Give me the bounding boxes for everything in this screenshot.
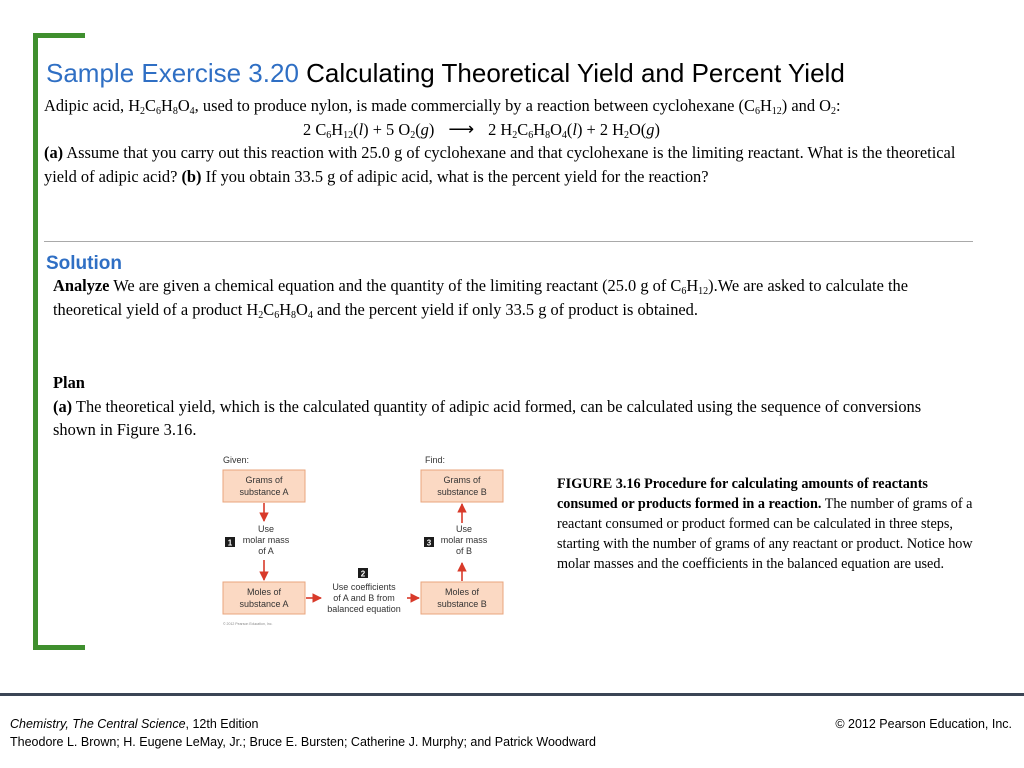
step-3-line2: molar mass (440, 535, 488, 545)
step-3-line3: of B (455, 546, 473, 556)
plan-paragraph (53, 395, 958, 442)
italic-text: g (420, 119, 429, 139)
text-run: O( (628, 119, 647, 139)
subscript: 8 (172, 106, 178, 117)
text-run: ) + 5 O (363, 119, 411, 139)
step-2-line3: balanced equation (327, 604, 401, 614)
box-moles-a-line1: Moles of (246, 587, 282, 597)
box-moles-b (421, 582, 503, 614)
subscript: 6 (528, 129, 534, 141)
given-label: Given: (223, 455, 250, 465)
subscript: 6 (274, 309, 280, 321)
step-2-number: 2 (360, 569, 366, 579)
plan-heading: Plan (53, 373, 85, 392)
subscript: 6 (326, 129, 332, 141)
problem-intro (44, 94, 989, 118)
italic-text: g (646, 119, 655, 139)
subscript: 2 (258, 309, 264, 321)
text-run: ) and O (781, 96, 831, 115)
flowchart-svg (220, 450, 510, 630)
bold-label: (a) (53, 396, 73, 416)
box-moles-a (223, 582, 305, 614)
step-2-line2: of A and B from (333, 593, 395, 603)
subscript: 2 (410, 129, 416, 141)
slide-title (46, 58, 845, 89)
title-exercise-number: Sample Exercise 3.20 (46, 58, 299, 88)
box-moles-b-line1: Moles of (444, 587, 480, 597)
box-grams-a (223, 470, 305, 502)
italic-text: l (358, 119, 364, 139)
footer-book-title: Chemistry, The Central Science (10, 717, 186, 731)
text-run: O (550, 119, 562, 139)
text-run: 2 C (303, 119, 327, 139)
equation-reactants (303, 120, 434, 139)
step-3-line1: Use (455, 524, 473, 534)
problem-question (44, 141, 989, 188)
text-run: We are given a chemical equation and the quantity of the limiting reactant (25.0 g of C (109, 276, 682, 295)
text-run: , used to produce nylon, is made commercially by a reaction between cyclohexane (C (194, 96, 755, 115)
text-run: Assume that you carry out this reaction with 25.0 g of cyclohexane and that cyclohexane is the limiting reactant. What is the theoretical yield of adipic acid? (44, 143, 956, 186)
text-run: and the percent yield if only 33.5 g of product is obtained. (312, 299, 698, 319)
bold-label: (b) (181, 166, 202, 186)
footer-book-line (10, 715, 596, 733)
subscript: 12 (698, 286, 709, 297)
title-text: Calculating Theoretical Yield and Percent Yield (306, 58, 845, 88)
footer-copyright: © 2012 Pearson Education, Inc. (835, 717, 1012, 731)
reaction-equation (44, 118, 989, 142)
footer-citation (10, 715, 596, 751)
subscript: 8 (291, 309, 297, 321)
analyze-paragraph (53, 274, 958, 321)
text-run: O (296, 299, 308, 319)
box-moles-a-line2: substance A (239, 599, 289, 609)
figure-caption (557, 474, 982, 574)
text-run: ( (353, 119, 359, 139)
footer-authors: Theodore L. Brown; H. Eugene LeMay, Jr.; Bruce E. Bursten; Catherine J. Murphy; and Patrick Woodward (10, 735, 596, 749)
box-moles-b-line2: substance B (437, 599, 487, 609)
subscript: 4 (189, 106, 195, 117)
box-grams-b-line1: Grams of (443, 475, 481, 485)
text-run: O (177, 96, 190, 115)
text-run: H (279, 299, 292, 319)
step-1-line3: of A (258, 546, 274, 556)
text-run: ( (415, 119, 421, 139)
caption-bold: FIGURE 3.16 Procedure for calculating amounts of reactants consumed or products formed in a reaction. (557, 476, 928, 512)
text-run: ) + 2 H (576, 119, 624, 139)
text-run: C (517, 119, 529, 139)
subscript: 2 (623, 129, 629, 141)
footer-edition: , 12th Edition (185, 717, 259, 731)
box-grams-b-line2: substance B (437, 487, 487, 497)
italic-text: l (572, 119, 577, 139)
equation-products (488, 120, 660, 139)
text-run: The theoretical yield, which is the calculated quantity of adipic acid formed, can be calculated using the sequence of conversions shown in Figure 3.16. (53, 396, 922, 440)
text-run: H (160, 96, 173, 115)
subscript: 2 (830, 106, 836, 117)
text-run: H (533, 119, 546, 139)
step-2-line1: Use coefficients (332, 582, 396, 592)
step-1-number: 1 (227, 538, 233, 548)
footer-divider (0, 693, 1024, 696)
figure-credit: © 2012 Pearson Education, Inc. (223, 622, 273, 626)
reaction-arrow-icon: ⟶ (448, 118, 475, 139)
text-run: 2 H (488, 119, 513, 139)
plan-section (53, 371, 958, 442)
text-run: H (686, 276, 699, 295)
text-run: Adipic acid, H (44, 96, 141, 115)
step-1-line2: molar mass (242, 535, 290, 545)
solution-heading: Solution (46, 253, 122, 274)
text-run: ).We are asked to calculate the theoretical yield of a product H (53, 276, 908, 319)
step-3-number: 3 (426, 538, 432, 548)
section-divider (44, 241, 973, 242)
subscript: 2 (512, 129, 518, 141)
subscript: 6 (681, 286, 687, 297)
subscript: 6 (754, 106, 760, 117)
text-run: C (263, 299, 275, 319)
text-run: H (759, 96, 772, 115)
subscript: 12 (771, 106, 782, 117)
box-grams-a-line1: Grams of (245, 475, 283, 485)
box-grams-a-line2: substance A (239, 487, 289, 497)
subscript: 4 (561, 129, 567, 141)
text-run: ) (428, 119, 435, 139)
text-run: ( (566, 119, 573, 139)
text-run: : (835, 96, 841, 115)
step-3 (424, 524, 488, 556)
text-run: ) (654, 119, 660, 139)
step-1-line1: Use (257, 524, 275, 534)
problem-statement (44, 94, 989, 188)
subscript: 4 (307, 309, 313, 321)
step-2 (327, 568, 401, 614)
text-run: C (145, 96, 156, 115)
subscript: 2 (140, 106, 146, 117)
figure-3-16-flowchart (220, 450, 510, 630)
text-run: H (331, 119, 344, 139)
subscript: 8 (545, 129, 551, 141)
step-1 (225, 524, 290, 556)
bold-label: (a) (44, 143, 64, 163)
box-grams-b (421, 470, 503, 502)
text-run: If you obtain 33.5 g of adipic acid, what is the percent yield for the reaction? (201, 166, 709, 186)
subscript: 6 (155, 106, 161, 117)
subscript: 12 (343, 129, 354, 141)
find-label: Find: (425, 455, 446, 465)
caption-text: The number of grams of a reactant consumed or product formed can be calculated in three steps, starting with the number of grams of any reactant or product. Notice how molar masses and the coefficients in the balanced equation are used. (557, 496, 973, 572)
bold-label: Analyze (53, 276, 110, 295)
